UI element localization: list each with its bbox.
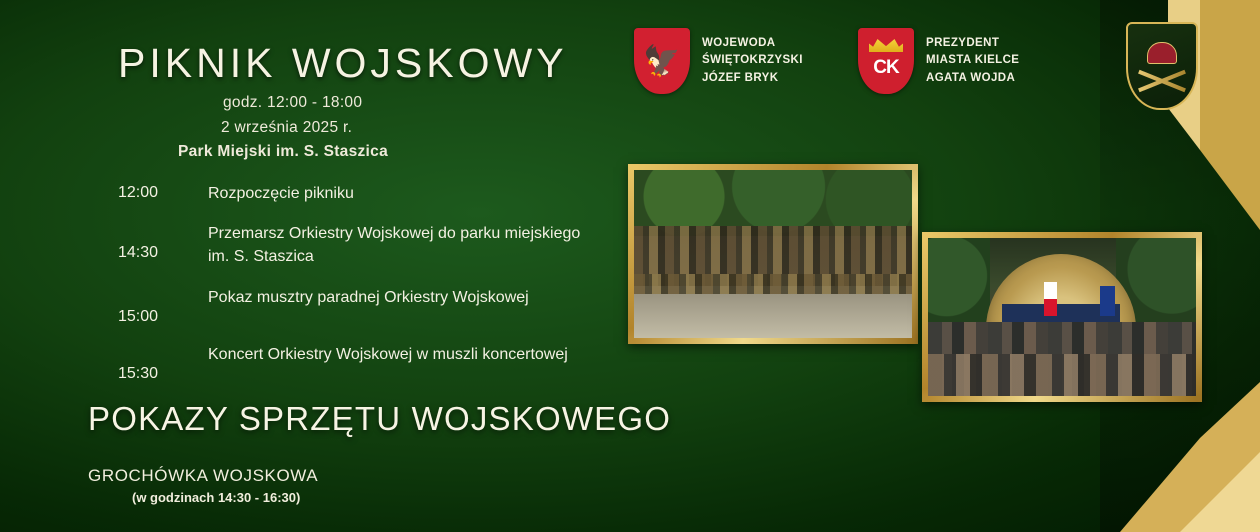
schedule-list [118, 182, 588, 400]
logo-wojewoda [634, 28, 803, 94]
military-parade-photo [628, 164, 918, 344]
polish-eagle-icon: 🦅 [634, 28, 690, 94]
schedule-time: 12:00 [118, 184, 159, 201]
soup-info-hours: (w godzinach 14:30 - 16:30) [132, 490, 301, 505]
logo-prezydent [858, 28, 1019, 94]
schedule-desc: Koncert Orkiestry Wojskowej w muszli koncertowej [208, 345, 568, 363]
logo-line: PREZYDENT [926, 37, 1000, 50]
list-item [118, 182, 588, 205]
list-item [118, 343, 588, 383]
logo-line: MIASTA KIELCE [926, 54, 1020, 67]
schedule-time: 14:30 [118, 244, 159, 262]
event-date: 2 września 2025 r. [221, 119, 353, 136]
logo-prezydent-text [926, 35, 1019, 86]
military-unit-emblem-icon [1126, 22, 1198, 110]
event-place: Park Miejski im. S. Staszica [178, 143, 389, 160]
schedule-desc: Rozpoczęcie pikniku [208, 185, 354, 202]
soup-info-title: GROCHÓWKA WOJSKOWA [88, 466, 319, 485]
page-title: PIKNIK WOJSKOWY [118, 40, 568, 86]
logo-wojewoda-text [702, 35, 803, 86]
ck-monogram: CK [873, 56, 899, 78]
list-item [118, 286, 588, 326]
schedule-desc: Przemarsz Orkiestry Wojskowej do parku miejskiego im. S. Staszica [208, 225, 581, 266]
concert-shell-photo [922, 232, 1202, 402]
schedule-desc: Pokaz musztry paradnej Orkiestry Wojskowej [208, 288, 529, 306]
logo-line: JÓZEF BRYK [702, 71, 779, 84]
kielce-coat-of-arms-icon [858, 28, 914, 94]
list-item [118, 222, 588, 268]
schedule-time: 15:00 [118, 307, 159, 325]
logo-line: AGATA WOJDA [926, 71, 1016, 84]
equipment-show-banner: POKAZY SPRZĘTU WOJSKOWEGO [88, 400, 672, 437]
logo-line: ŚWIĘTOKRZYSKI [702, 54, 803, 67]
event-time: godz. 12:00 - 18:00 [223, 94, 363, 111]
logo-line: WOJEWODA [702, 37, 776, 50]
schedule-time: 15:30 [118, 364, 159, 382]
